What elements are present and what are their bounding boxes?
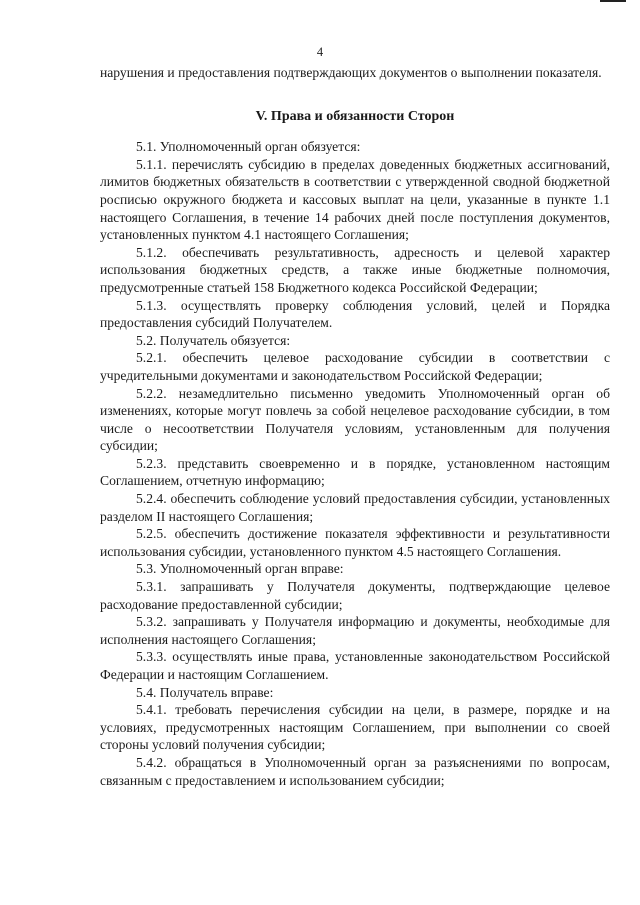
paragraph-5-1: 5.1. Уполномоченный орган обязуется: xyxy=(136,139,361,155)
paragraph-5-4-2: 5.4.2. обращаться в Уполномоченный орган за разъяснениями по вопросам, связанным с предоставлением и использованием субсидии; xyxy=(100,754,610,788)
paragraph-5-1-2: 5.1.2. обеспечивать результативность, адресность и целевой характер использования бюджетных средств, а также иные бюджетные полномочия, предусмотренные статьей 158 Бюджетного кодекса Российской Федерации; xyxy=(100,244,610,295)
paragraph-5-3: 5.3. Уполномоченный орган вправе: xyxy=(136,561,344,577)
paragraph-5-2-5: 5.2.5. обеспечить достижение показателя эффективности и результативности использования субсидии, установленного пунктом 4.5 настоящего Соглашения. xyxy=(100,526,610,559)
intro-paragraph: нарушения и предоставления подтверждающих документов о выполнении показателя. xyxy=(100,65,602,80)
paragraph-5-4: 5.4. Получатель вправе: xyxy=(136,684,274,700)
paragraph-5-3-1: 5.3.1. запрашивать у Получателя документы, подтверждающие целевое расходование предоставленной субсидии; xyxy=(100,579,610,612)
paragraph-5-3-2: 5.3.2. запрашивать у Получателя информацию и документы, необходимые для исполнения настоящего Соглашения; xyxy=(100,614,610,647)
paragraph-5-2: 5.2. Получатель обязуется: xyxy=(136,332,291,348)
paragraph-5-2-2: 5.2.2. незамедлительно письменно уведомить Уполномоченный орган об изменениях, которые могут повлечь за собой нецелевое расходование субсидии, в том числе о несоответствии Получателя условиям, установленным для получения субсидии; xyxy=(100,385,610,454)
scan-edge-mark xyxy=(600,0,626,2)
paragraph-5-1-3: 5.1.3. осуществлять проверку соблюдения условий, целей и Порядка предоставления субсидий Получателем. xyxy=(100,297,610,331)
paragraph-5-2-1: 5.2.1. обеспечить целевое расходование субсидии в соответствии с учредительными документами и законодательством Российской Федерации; xyxy=(100,350,610,383)
page-number: 4 xyxy=(316,45,324,59)
paragraph-5-4-1: 5.4.1. требовать перечисления субсидии на цели, в размере, порядке и на условиях, предусмотренных настоящим Соглашением, при выполнении со своей стороны условий получения субсидии; xyxy=(100,702,610,753)
paragraph-5-3-3: 5.3.3. осуществлять иные права, установленные законодательством Российской Федерации и настоящим Соглашением. xyxy=(100,649,610,682)
document-body xyxy=(100,64,610,789)
paragraph-5-2-3: 5.2.3. представить своевременно и в порядке, установленном настоящим Соглашением, отчетную информацию; xyxy=(100,455,610,489)
section-heading: V. Права и обязанности Сторон xyxy=(255,108,455,124)
paragraph-5-1-1: 5.1.1. перечислять субсидию в пределах доведенных бюджетных ассигнований, лимитов бюджетных обязательств в соответствии с утвержденной сводной бюджетной росписью окружного бюджета и кассовых выплат на цели, указанные в пункте 1.1 настоящего Соглашения, в течение 14 рабочих дней после поступления документов, установленных пунктом 4.1 настоящего Соглашения; xyxy=(100,156,610,243)
paragraph-5-2-4: 5.2.4. обеспечить соблюдение условий предоставления субсидии, установленных разделом II настоящего Соглашения; xyxy=(100,491,610,524)
